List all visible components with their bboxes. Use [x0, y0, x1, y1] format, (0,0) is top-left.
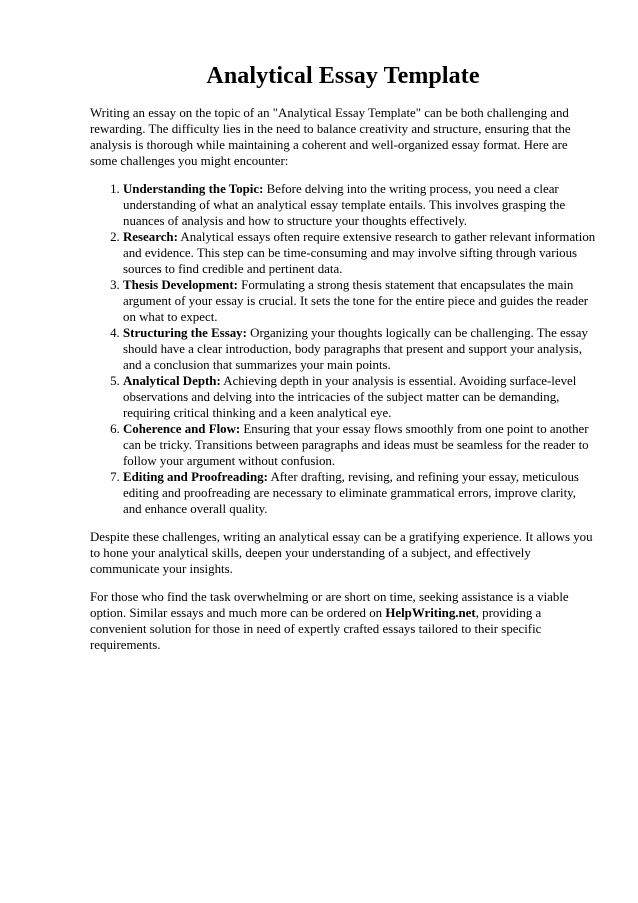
list-item	[123, 277, 596, 325]
closing-text-after: , providing a convenient solution for those in need of expertly crafted essays tailored to their specific requirements.	[90, 606, 542, 652]
list-item-term: Structuring the Essay:	[123, 326, 247, 340]
closing-paragraph	[90, 589, 596, 653]
document-page	[90, 60, 596, 665]
list-item	[123, 325, 596, 373]
list-item	[123, 421, 596, 469]
closing-text-before: For those who find the task overwhelming or are short on time, seeking assistance is a viable option. Similar essays and much more can be ordered on	[90, 590, 569, 620]
list-item-term: Research:	[123, 230, 178, 244]
list-item-text: Achieving depth in your analysis is essential. Avoiding surface-level observations and delving into the intricacies of the subject matter can be demanding, requiring critical thinking and a keen analytical eye.	[123, 374, 577, 420]
list-item-term: Thesis Development:	[123, 278, 238, 292]
list-item	[123, 373, 596, 421]
list-item-term: Coherence and Flow:	[123, 422, 241, 436]
list-item-text: Ensuring that your essay flows smoothly from one point to another can be tricky. Transitions between paragraphs and ideas must be seamless for the reader to follow your argument without confusion.	[123, 422, 589, 468]
list-item-term: Understanding the Topic:	[123, 182, 264, 196]
list-item-text: Before delving into the writing process, you need a clear understanding of what an analytical essay template entails. This involves grasping the nuances of analysis and how to structure your thoughts effectively.	[123, 182, 566, 228]
list-item-text: Formulating a strong thesis statement that encapsulates the main argument of your essay is crucial. It sets the tone for the entire piece and guides the reader on what to expect.	[123, 278, 589, 324]
list-item	[123, 469, 596, 517]
list-item	[123, 181, 596, 229]
conclusion-paragraph: Despite these challenges, writing an analytical essay can be a gratifying experience. It allows you to hone your analytical skills, deepen your understanding of a subject, and effectively communicate your insights.	[90, 530, 593, 576]
challenges-list	[90, 181, 596, 517]
list-item-term: Editing and Proofreading:	[123, 470, 268, 484]
document-title: Analytical Essay Template	[206, 63, 480, 89]
list-item-text: Organizing your thoughts logically can be challenging. The essay should have a clear introduction, body paragraphs that present and support your analysis, and a conclusion that summarizes your main points.	[123, 326, 588, 372]
list-item	[123, 229, 596, 277]
intro-paragraph: Writing an essay on the topic of an "Analytical Essay Template" can be both challenging and rewarding. The difficulty lies in the need to balance creativity and structure, ensuring that the analysis is thorough while maintaining a coherent and well-organized essay format. Here are some challenges you might encounter:	[90, 106, 571, 168]
brand-name: HelpWriting.net	[385, 606, 476, 620]
list-item-text: Analytical essays often require extensive research to gather relevant information and evidence. This step can be time-consuming and may involve sifting through various sources to find credible and pertinent data.	[123, 230, 596, 276]
list-item-text: After drafting, revising, and refining your essay, meticulous editing and proofreading are necessary to eliminate grammatical errors, improve clarity, and enhance overall quality.	[123, 470, 579, 516]
list-item-term: Analytical Depth:	[123, 374, 221, 388]
